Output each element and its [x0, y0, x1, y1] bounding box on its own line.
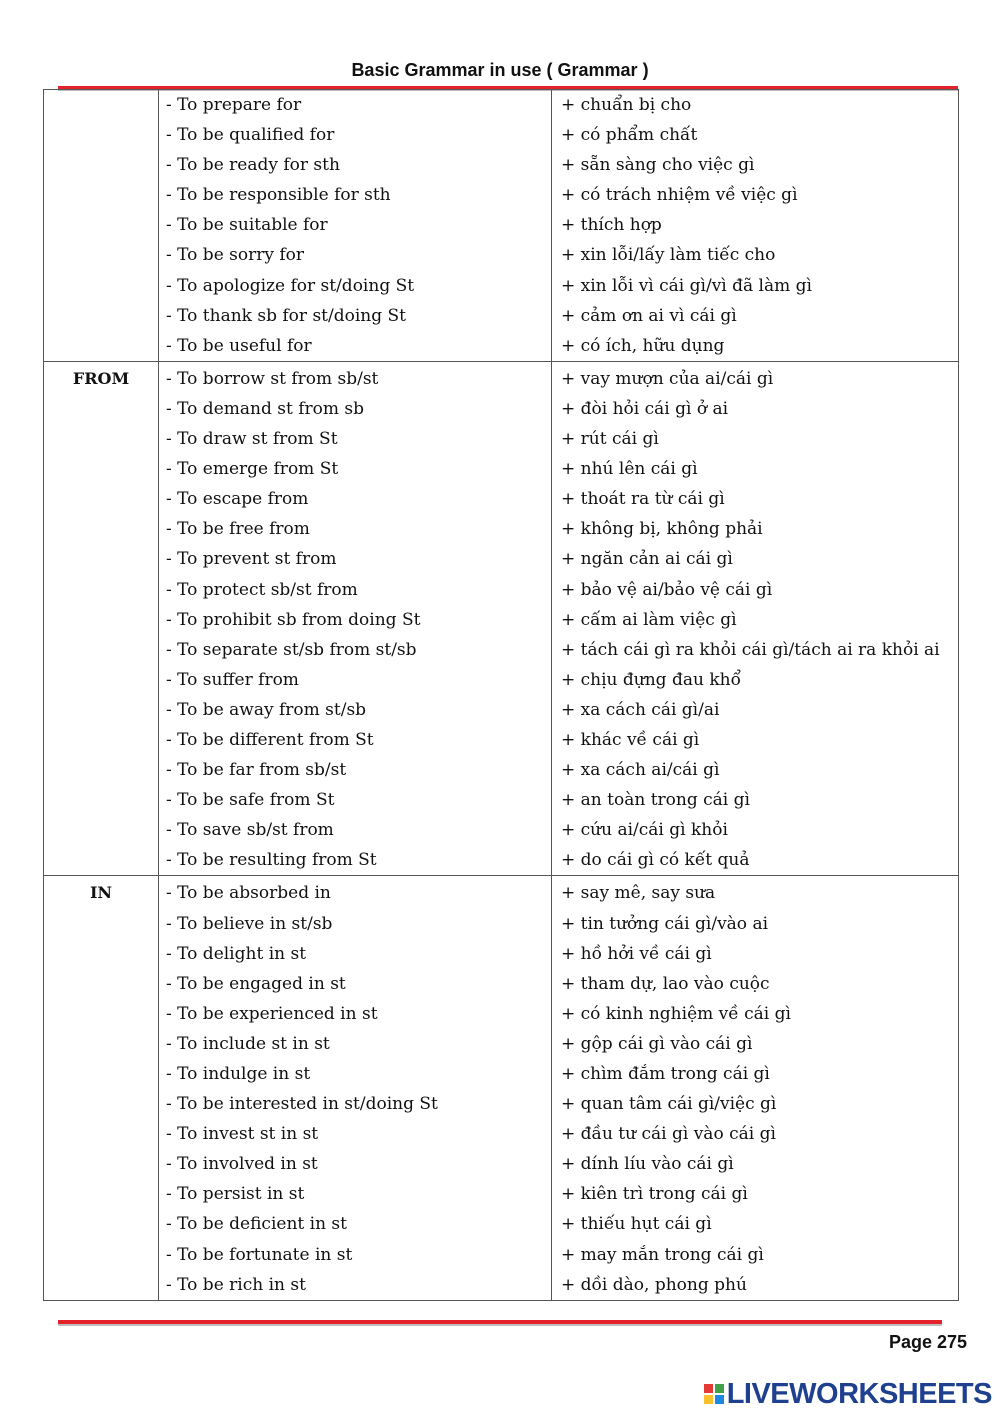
meaning-item: + xin lỗi vì cái gì/vì đã làm gì: [561, 275, 812, 296]
phrase-item: - To prohibit sb from doing St: [166, 609, 421, 630]
grammar-table-body: [44, 90, 959, 1301]
phrase-item: - To borrow st from sb/st: [166, 368, 379, 389]
page-number: Page 275: [888, 1332, 967, 1352]
meaning-item: + tin tưởng cái gì/vào ai: [561, 913, 769, 934]
page-header-title: Basic Grammar in use ( Grammar ): [351, 60, 649, 80]
english-phrases-cell: [159, 876, 552, 1300]
vietnamese-meanings-cell: [552, 876, 959, 1300]
phrase-item: - To escape from: [166, 489, 309, 510]
meaning-item: + say mê, say sưa: [561, 883, 716, 904]
meaning-item: + do cái gì có kết quả: [561, 850, 750, 871]
meaning-item: + xa cách ai/cái gì: [561, 760, 720, 781]
phrase-item: - To invest st in st: [166, 1124, 319, 1145]
footer-divider-grey: [58, 1324, 942, 1326]
grammar-group-row: [44, 90, 959, 362]
phrase-item: - To be suitable for: [166, 215, 328, 236]
grammar-group-row: [44, 361, 959, 876]
preposition-cell: IN: [44, 876, 159, 1300]
meaning-item: + chuẩn bị cho: [561, 95, 692, 115]
phrase-item: - To be resulting from St: [166, 850, 377, 871]
logo-text: LIVEWORKSHEETS: [726, 1377, 992, 1410]
phrase-item: - To apologize for st/doing St: [166, 275, 415, 296]
english-phrases-cell: [159, 90, 552, 362]
phrase-item: - To be deficient in st: [166, 1214, 347, 1235]
meaning-item: + an toàn trong cái gì: [561, 790, 750, 811]
meaning-item: + có phẩm chất: [561, 125, 698, 146]
meaning-item: + cấm ai làm việc gì: [561, 609, 737, 630]
meaning-item: + có ích, hữu dụng: [561, 335, 725, 356]
english-phrases-cell: [159, 361, 552, 876]
phrase-item: - To prepare for: [166, 95, 302, 115]
meaning-item: + tách cái gì ra khỏi cái gì/tách ai ra khỏi ai: [561, 639, 940, 660]
preposition-cell: [44, 90, 159, 362]
phrase-item: - To be useful for: [166, 335, 312, 356]
meaning-item: + nhú lên cái gì: [561, 459, 698, 480]
phrase-item: - To include st in st: [166, 1033, 330, 1054]
meaning-item: + vay mượn của ai/cái gì: [561, 368, 774, 389]
phrase-item: - To be far from sb/st: [166, 760, 347, 781]
phrase-item: - To be absorbed in: [166, 883, 331, 904]
meaning-item: + xa cách cái gì/ai: [561, 699, 720, 720]
phrase-item: - To be fortunate in st: [166, 1244, 353, 1265]
meaning-item: + khác về cái gì: [561, 729, 700, 750]
phrase-item: - To separate st/sb from st/sb: [166, 639, 417, 660]
phrase-item: - To involved in st: [166, 1154, 318, 1175]
phrase-item: - To protect sb/st from: [166, 579, 358, 600]
meaning-item: + hồ hởi về cái gì: [561, 943, 712, 964]
meaning-item: + không bị, không phải: [561, 519, 763, 540]
meaning-item: + đầu tư cái gì vào cái gì: [561, 1124, 776, 1145]
meaning-item: + dồi dào, phong phú: [561, 1274, 747, 1295]
meaning-item: + chịu đựng đau khổ: [561, 669, 741, 690]
phrase-item: - To be ready for sth: [166, 155, 340, 176]
vietnamese-meanings-cell: [552, 90, 959, 362]
meaning-item: + may mắn trong cái gì: [561, 1244, 764, 1265]
phrase-item: - To draw st from St: [166, 429, 338, 450]
meaning-item: + gộp cái gì vào cái gì: [561, 1033, 753, 1054]
meaning-item: + quan tâm cái gì/việc gì: [561, 1094, 777, 1115]
grammar-table: [43, 89, 959, 1301]
phrase-item: - To indulge in st: [166, 1064, 311, 1084]
phrase-item: - To save sb/st from: [166, 820, 334, 841]
meaning-item: + đòi hỏi cái gì ở ai: [561, 398, 729, 419]
phrase-item: - To emerge from St: [166, 459, 339, 480]
meaning-item: + thoát ra từ cái gì: [561, 489, 725, 510]
meaning-item: + ngăn cản ai cái gì: [561, 549, 733, 570]
logo-mark-icon: [704, 1384, 724, 1404]
phrase-item: - To persist in st: [166, 1184, 305, 1205]
preposition-cell: FROM: [44, 361, 159, 876]
phrase-item: - To thank sb for st/doing St: [166, 305, 406, 326]
phrase-item: - To suffer from: [166, 669, 299, 690]
phrase-item: - To be qualified for: [166, 125, 335, 146]
meaning-item: + cứu ai/cái gì khỏi: [561, 820, 728, 841]
meaning-item: + có kinh nghiệm về cái gì: [561, 1003, 791, 1024]
phrase-item: - To be safe from St: [166, 790, 335, 811]
phrase-item: - To demand st from sb: [166, 398, 364, 419]
phrase-item: - To be rich in st: [166, 1274, 306, 1295]
phrase-item: - To be away from st/sb: [166, 699, 367, 720]
phrase-item: - To be engaged in st: [166, 973, 346, 994]
meaning-item: + bảo vệ ai/bảo vệ cái gì: [561, 579, 773, 600]
phrase-item: - To be experienced in st: [166, 1003, 378, 1024]
phrase-item: - To prevent st from: [166, 549, 337, 570]
meaning-item: + rút cái gì: [561, 429, 659, 450]
phrase-item: - To be sorry for: [166, 245, 305, 266]
liveworksheets-logo[interactable]: [704, 1376, 992, 1412]
phrase-item: - To be responsible for sth: [166, 185, 391, 206]
meaning-item: + kiên trì trong cái gì: [561, 1184, 748, 1205]
meaning-item: + chìm đắm trong cái gì: [561, 1064, 770, 1084]
phrase-item: - To delight in st: [166, 943, 307, 964]
meaning-item: + cảm ơn ai vì cái gì: [561, 305, 737, 326]
meaning-item: + xin lỗi/lấy làm tiếc cho: [561, 245, 776, 266]
grammar-group-row: [44, 876, 959, 1300]
meaning-item: + có trách nhiệm về việc gì: [561, 185, 798, 206]
vietnamese-meanings-cell: [552, 361, 959, 876]
phrase-item: - To be different from St: [166, 729, 374, 750]
meaning-item: + thích hợp: [561, 215, 662, 236]
meaning-item: + tham dự, lao vào cuộc: [561, 973, 770, 994]
meaning-item: + thiếu hụt cái gì: [561, 1214, 712, 1235]
phrase-item: - To be interested in st/doing St: [166, 1094, 438, 1115]
meaning-item: + sẵn sàng cho việc gì: [561, 155, 755, 176]
phrase-item: - To be free from: [166, 519, 310, 540]
meaning-item: + dính líu vào cái gì: [561, 1154, 734, 1175]
phrase-item: - To believe in st/sb: [166, 913, 333, 934]
